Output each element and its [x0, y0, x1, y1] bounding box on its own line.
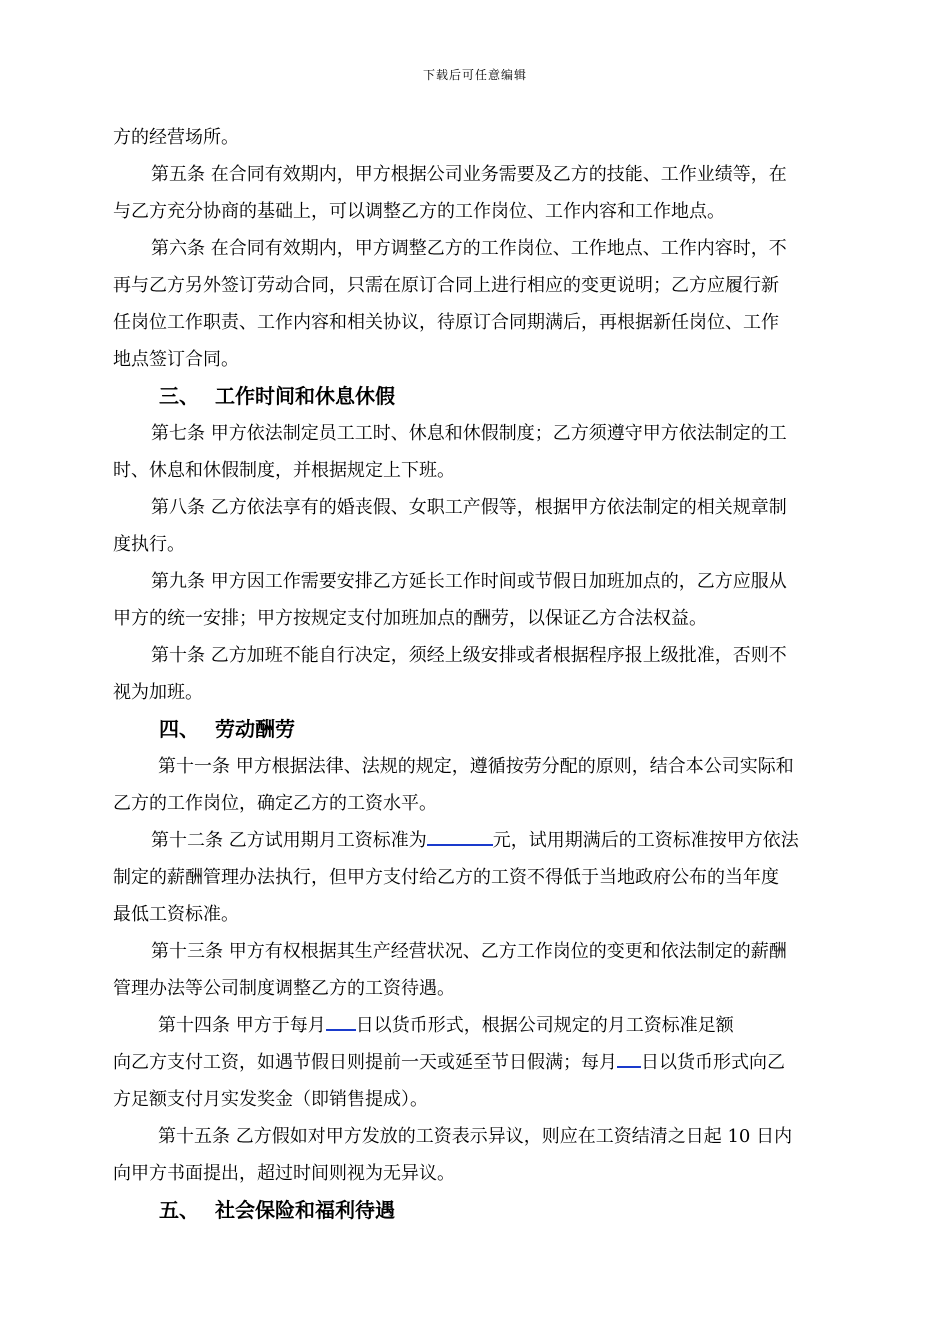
article-14-line-1 [113, 1007, 839, 1044]
section-title: 劳动酬劳 [215, 717, 295, 741]
section-number: 三、 [159, 384, 199, 408]
text-line: 方的经营场所。 [113, 127, 239, 148]
article-15-line-1: 第十五条 乙方假如对甲方发放的工资表示异议，则应在工资结清之日起 10 日内 [158, 1126, 793, 1147]
article-11-line-1: 第十一条 甲方根据法律、法规的规定，遵循按劳分配的原则，结合本公司实际和 [158, 756, 794, 777]
pay-day-blank-field [326, 1009, 356, 1031]
article-12-text-a: 第十二条 乙方试用期月工资标准为 [151, 830, 427, 851]
article-8-line-1: 第八条 乙方依法享有的婚丧假、女职工产假等，根据甲方依法制定的相关规章制 [151, 497, 787, 518]
article-12-line-3: 最低工资标准。 [113, 904, 239, 925]
article-10-line-2: 视为加班。 [113, 682, 203, 703]
article-11-line-2: 乙方的工作岗位，确定乙方的工资水平。 [113, 793, 437, 814]
article-6-line-4: 地点签订合同。 [113, 349, 239, 370]
article-13-line-1: 第十三条 甲方有权根据其生产经营状况、乙方工作岗位的变更和依法制定的薪酬 [151, 941, 787, 962]
page-header: 下载后可任意编辑 [422, 68, 527, 82]
article-9-line-1: 第九条 甲方因工作需要安排乙方延长工作时间或节假日加班加点的，乙方应服从 [151, 571, 787, 592]
section-number: 四、 [159, 717, 199, 741]
article-10-line-1: 第十条 乙方加班不能自行决定，须经上级安排或者根据程序报上级批准，否则不 [151, 645, 787, 666]
bonus-day-blank-field [617, 1046, 641, 1068]
article-14-line-3: 方足额支付月实发奖金（即销售提成）。 [113, 1089, 428, 1110]
article-5-line-1: 第五条 在合同有效期内，甲方根据公司业务需要及乙方的技能、工作业绩等，在 [151, 164, 787, 185]
article-14-text-a: 第十四条 甲方于每月 [158, 1015, 326, 1036]
article-12-text-b: 元，试用期满后的工资标准按甲方依法 [492, 830, 799, 851]
article-13-line-2: 管理办法等公司制度调整乙方的工资待遇。 [113, 978, 455, 999]
article-14-text-b: 日以货币形式，根据公司规定的月工资标准足额 [355, 1015, 734, 1036]
article-15-line-2: 向甲方书面提出，超过时间则视为无异议。 [113, 1163, 455, 1184]
article-14-text-d: 日以货币形式向乙 [641, 1052, 785, 1073]
article-14-line-2 [113, 1044, 839, 1081]
section-number: 五、 [159, 1198, 199, 1222]
section-5-heading [113, 1192, 839, 1229]
document-body [113, 119, 839, 1229]
salary-blank-field [427, 824, 493, 846]
section-title: 工作时间和休息休假 [215, 384, 395, 408]
section-3-heading [113, 378, 839, 415]
article-12-line-2: 制定的薪酬管理办法执行，但甲方支付给乙方的工资不得低于当地政府公布的当年度 [113, 867, 779, 888]
article-8-line-2: 度执行。 [113, 534, 185, 555]
article-12-line-1 [113, 822, 839, 859]
article-9-line-2: 甲方的统一安排；甲方按规定支付加班加点的酬劳，以保证乙方合法权益。 [113, 608, 707, 629]
section-title: 社会保险和福利待遇 [215, 1198, 395, 1222]
article-14-text-c: 向乙方支付工资，如遇节假日则提前一天或延至节日假满；每月 [113, 1052, 617, 1073]
article-7-line-1: 第七条 甲方依法制定员工工时、休息和休假制度；乙方须遵守甲方依法制定的工 [151, 423, 787, 444]
article-7-line-2: 时、休息和休假制度，并根据规定上下班。 [113, 460, 455, 481]
section-4-heading [113, 711, 839, 748]
article-6-line-2: 再与乙方另外签订劳动合同，只需在原订合同上进行相应的变更说明；乙方应履行新 [113, 275, 779, 296]
article-6-line-3: 任岗位工作职责、工作内容和相关协议，待原订合同期满后，再根据新任岗位、工作 [113, 312, 779, 333]
article-5-line-2: 与乙方充分协商的基础上，可以调整乙方的工作岗位、工作内容和工作地点。 [113, 201, 725, 222]
article-6-line-1: 第六条 在合同有效期内，甲方调整乙方的工作岗位、工作地点、工作内容时，不 [151, 238, 787, 259]
